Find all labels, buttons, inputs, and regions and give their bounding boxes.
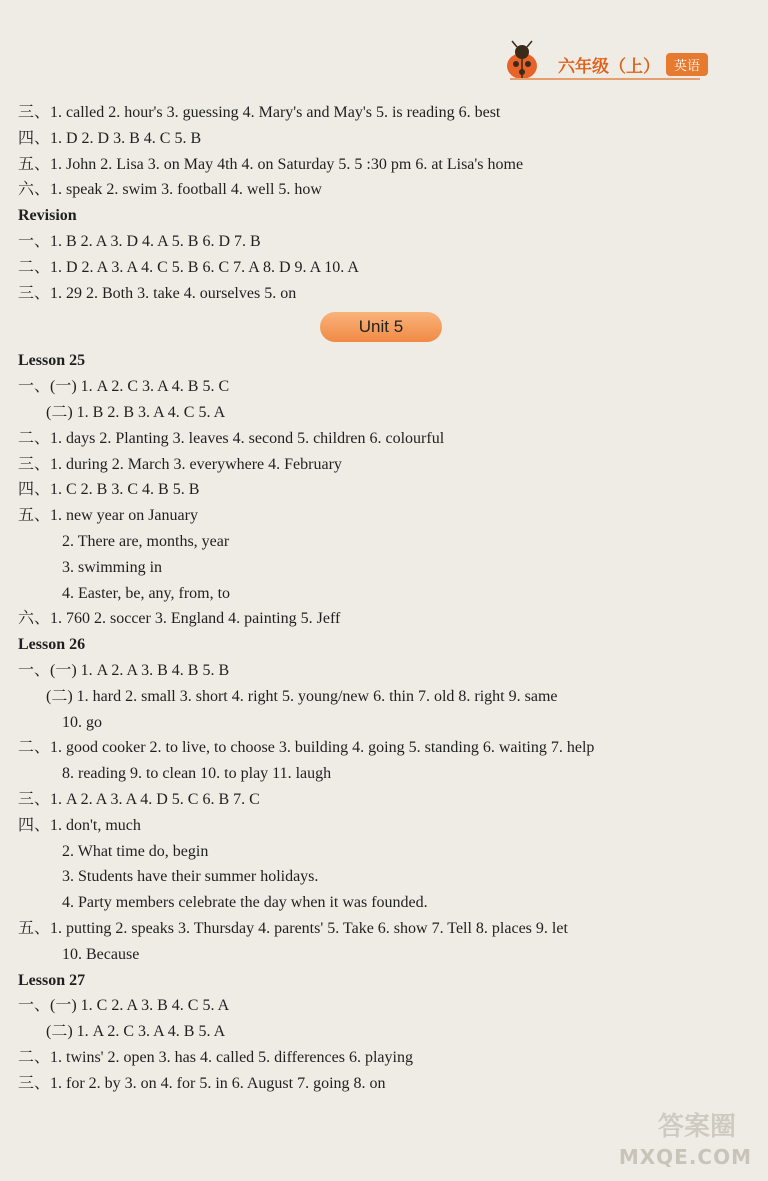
answer-line: 五、1. putting 2. speaks 3. Thursday 4. parents' 5. Take 6. show 7. Tell 8. places 9. let	[18, 919, 568, 937]
grade-label: 六年级（上）	[557, 57, 660, 77]
answer-line: 四、1. don't, much	[18, 816, 141, 834]
answer-line: 3. Students have their summer holidays.	[62, 868, 319, 886]
answer-line: 六、1. speak 2. swim 3. football 4. well 5. how	[18, 181, 322, 199]
answer-line: 二、1. D 2. A 3. A 4. C 5. B 6. C 7. A 8. D 9. A 10. A	[18, 258, 359, 276]
answer-line: 三、1. 29 2. Both 3. take 4. ourselves 5. on	[18, 284, 297, 302]
lesson-heading-25: Lesson 25	[18, 352, 86, 370]
lesson-heading-27: Lesson 27	[18, 971, 86, 989]
answer-line: 3. swimming in	[62, 558, 163, 576]
answer-line: 五、1. John 2. Lisa 3. on May 4th 4. on Saturday 5. 5 :30 pm 6. at Lisa's home	[18, 155, 524, 173]
answer-line: 2. What time do, begin	[62, 842, 209, 860]
answer-line: (二) 1. hard 2. small 3. short 4. right 5. young/new 6. thin 7. old 8. right 9. same	[46, 687, 558, 705]
answer-line: 三、1. during 2. March 3. everywhere 4. February	[18, 455, 342, 473]
answer-content	[18, 100, 738, 1096]
answer-line: 2. There are, months, year	[62, 532, 230, 550]
unit-banner	[18, 306, 738, 348]
answer-line: 六、1. 760 2. soccer 3. England 4. painting 5. Jeff	[18, 610, 341, 628]
page-header	[558, 52, 708, 77]
answer-line: 二、1. days 2. Planting 3. leaves 4. second 5. children 6. colourful	[18, 429, 445, 447]
answer-line: 四、1. C 2. B 3. C 4. B 5. B	[18, 481, 200, 499]
answer-line: (二) 1. A 2. C 3. A 4. B 5. A	[46, 1023, 226, 1041]
answer-line: 4. Easter, be, any, from, to	[62, 584, 231, 602]
answer-line: 三、1. A 2. A 3. A 4. D 5. C 6. B 7. C	[18, 790, 260, 808]
answer-line: 五、1. new year on January	[18, 507, 198, 525]
watermark-logo-text: 答案圈	[657, 1112, 736, 1142]
answer-line: 一、(一) 1. A 2. A 3. B 4. B 5. B	[18, 661, 230, 679]
section-heading-revision: Revision	[18, 207, 77, 225]
header-divider	[510, 78, 700, 80]
answer-line: 10. go	[62, 713, 102, 731]
lesson-heading-26: Lesson 26	[18, 636, 86, 654]
answer-line: 四、1. D 2. D 3. B 4. C 5. B	[18, 129, 202, 147]
answer-line: 一、1. B 2. A 3. D 4. A 5. B 6. D 7. B	[18, 232, 261, 250]
watermark	[608, 1103, 758, 1173]
answer-line: 三、1. for 2. by 3. on 4. for 5. in 6. August 7. going 8. on	[18, 1074, 386, 1092]
watermark-url: MXQE.COM	[618, 1145, 752, 1169]
answer-line: (二) 1. B 2. B 3. A 4. C 5. A	[46, 403, 226, 421]
answer-line: 8. reading 9. to clean 10. to play 11. laugh	[62, 765, 332, 783]
answer-line: 三、1. called 2. hour's 3. guessing 4. Mary's and May's 5. is reading 6. best	[18, 104, 501, 121]
answer-line: 二、1. good cooker 2. to live, to choose 3. building 4. going 5. standing 6. waiting 7. help	[18, 739, 595, 757]
answer-line: 一、(一) 1. C 2. A 3. B 4. C 5. A	[18, 997, 230, 1015]
unit-badge: Unit 5	[320, 312, 442, 342]
answer-line: 二、1. twins' 2. open 3. has 4. called 5. differences 6. playing	[18, 1048, 413, 1066]
subject-badge: 英语	[666, 53, 708, 76]
answer-line: 10. Because	[62, 945, 140, 963]
answer-line: 4. Party members celebrate the day when it was founded.	[62, 894, 428, 912]
answer-line: 一、(一) 1. A 2. C 3. A 4. B 5. C	[18, 378, 230, 396]
